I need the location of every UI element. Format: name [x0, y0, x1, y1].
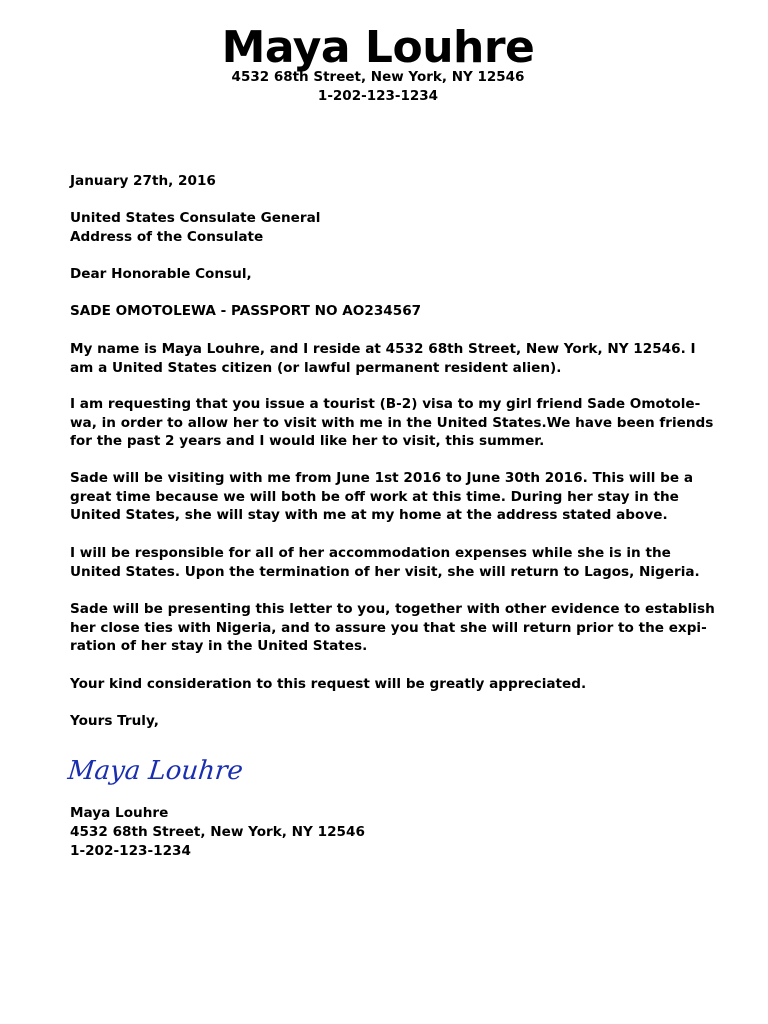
letterhead-name: Maya Louhre	[221, 22, 535, 73]
paragraph-introduction	[70, 340, 696, 377]
paragraph-visit-dates	[70, 469, 696, 525]
recipient-line-2: Address of the Consulate	[70, 229, 264, 245]
paragraph-line: ration of her stay in the United States.	[70, 638, 368, 655]
paragraph-line: great time because we will both be off work at this time. During her stay in the	[70, 488, 679, 505]
paragraph-line: am a United States citizen (or lawful permanent resident alien).	[70, 359, 562, 376]
sender-name: Maya Louhre	[70, 805, 169, 821]
recipient-line-1: United States Consulate General	[70, 210, 321, 226]
letter-date: January 27th, 2016	[70, 173, 216, 189]
letterhead-address: 4532 68th Street, New York, NY 12546	[231, 69, 525, 85]
paragraph-line: Sade will be presenting this letter to you, together with other evidence to establish	[70, 601, 715, 617]
paragraph-line: I am requesting that you issue a tourist (B-2) visa to my girl friend Sade Omotole-	[70, 396, 701, 412]
subject-line: SADE OMOTOLEWA - PASSPORT NO AO234567	[70, 303, 422, 319]
letterhead-phone: 1-202-123-1234	[317, 88, 439, 104]
salutation: Dear Honorable Consul,	[70, 266, 252, 282]
paragraph-line: for the past 2 years and I would like her to visit, this summer.	[70, 433, 545, 450]
sender-phone: 1-202-123-1234	[70, 843, 191, 859]
paragraph-line: wa, in order to allow her to visit with me in the United States.We have been friends	[70, 414, 714, 431]
paragraph-line: her close ties with Nigeria, and to assure you that she will return prior to the expi-	[70, 619, 707, 636]
paragraph-request	[70, 395, 714, 451]
paragraph-line: I will be responsible for all of her accommodation expenses while she is in the	[70, 545, 671, 561]
paragraph-line: United States, she will stay with me at my home at the address stated above.	[70, 507, 668, 524]
paragraph-evidence	[70, 600, 715, 656]
paragraph-line: My name is Maya Louhre, and I reside at 4532 68th Street, New York, NY 12546. I	[70, 341, 696, 357]
closing: Yours Truly,	[70, 713, 159, 729]
paragraph-line: Your kind consideration to this request will be greatly appreciated.	[70, 676, 587, 692]
paragraph-expenses	[70, 544, 700, 581]
handwritten-signature: Maya Louhre	[66, 756, 245, 786]
paragraph-appreciation	[70, 675, 696, 694]
paragraph-line: United States. Upon the termination of her visit, she will return to Lagos, Nigeria.	[70, 563, 700, 580]
paragraph-line: Sade will be visiting with me from June 1st 2016 to June 30th 2016. This will be a	[70, 470, 694, 486]
sender-address: 4532 68th Street, New York, NY 12546	[70, 824, 365, 840]
